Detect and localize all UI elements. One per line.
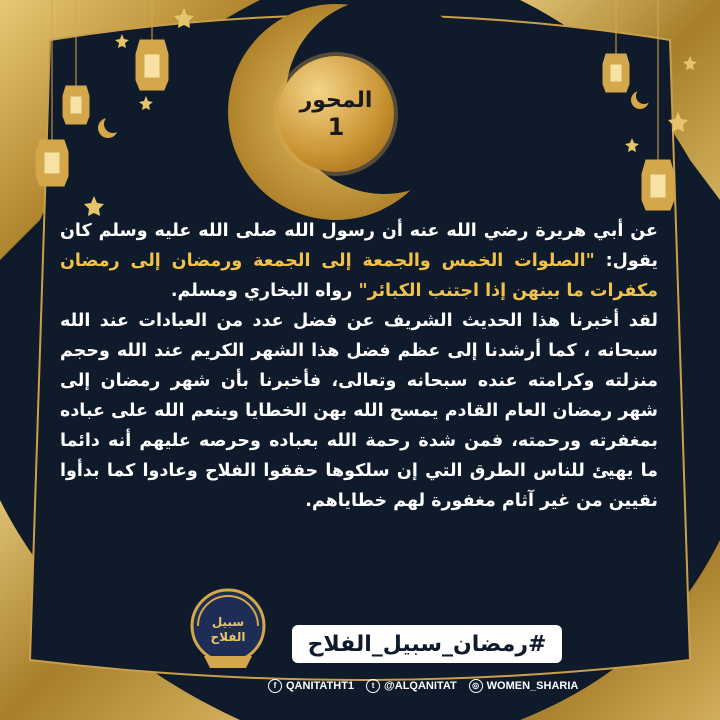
hadith-quote: "الصلوات الخمس والجمعة إلى الجمعة ورمضان إلى رمضان مكفرات ما بينهن إذا اجتنب الكبائر"	[60, 251, 658, 301]
hadith-source: رواه البخاري ومسلم.	[170, 281, 359, 301]
facebook-icon: f	[268, 679, 282, 693]
article-text	[60, 216, 658, 516]
logo-line1: سبيل	[211, 615, 245, 629]
badge-title: المحور	[299, 88, 373, 113]
badge-number: 1	[327, 113, 345, 141]
topic-badge	[278, 56, 394, 172]
explanation-paragraph: لقد أخبرنا هذا الحديث الشريف عن فضل عدد من العبادات عند الله سبحانه ، كما أرشدنا إلى عظم فضل هذا الشهر الكريم عند الله وحجم منزلته وكرامته عنده سبحانه وتعالى، فأخبرنا بأن شهر رمضان إلى شهر رمضان العام القادم يمسح الله بهن الخطايا وينعم الله على عباده بمغفرته ورحمته، فمن شدة رحمة الله بعباده وحرصه عليهم أنه دائما ما يهيئ للناس الطرق التي إن سلكوها حققوا الفلاح وعادوا كما بدأوا نقيين من غير آثام مغفورة لهم خطاياهم.	[60, 311, 658, 511]
ramadan-logo	[178, 586, 278, 672]
social-instagram[interactable]	[469, 679, 579, 693]
logo-line2: الفلاح	[210, 630, 246, 644]
instagram-icon: ◎	[469, 679, 483, 693]
instagram-handle: WOMEN_SHARIA	[486, 680, 579, 692]
social-bar	[268, 676, 578, 696]
hadith-intro: عن أبي هريرة رضي الله عنه أن رسول الله صلى الله عليه وسلم كان يقول:	[60, 221, 658, 271]
facebook-handle: QANITATHT1	[286, 680, 355, 692]
twitter-icon: t	[366, 679, 380, 693]
hashtag-label: #رمضان_سبيل_الفلاح	[292, 625, 562, 663]
social-facebook[interactable]	[268, 679, 354, 693]
hadith-paragraph	[60, 216, 658, 306]
twitter-handle: @ALQANITAT	[384, 680, 457, 692]
social-twitter[interactable]	[366, 679, 457, 693]
